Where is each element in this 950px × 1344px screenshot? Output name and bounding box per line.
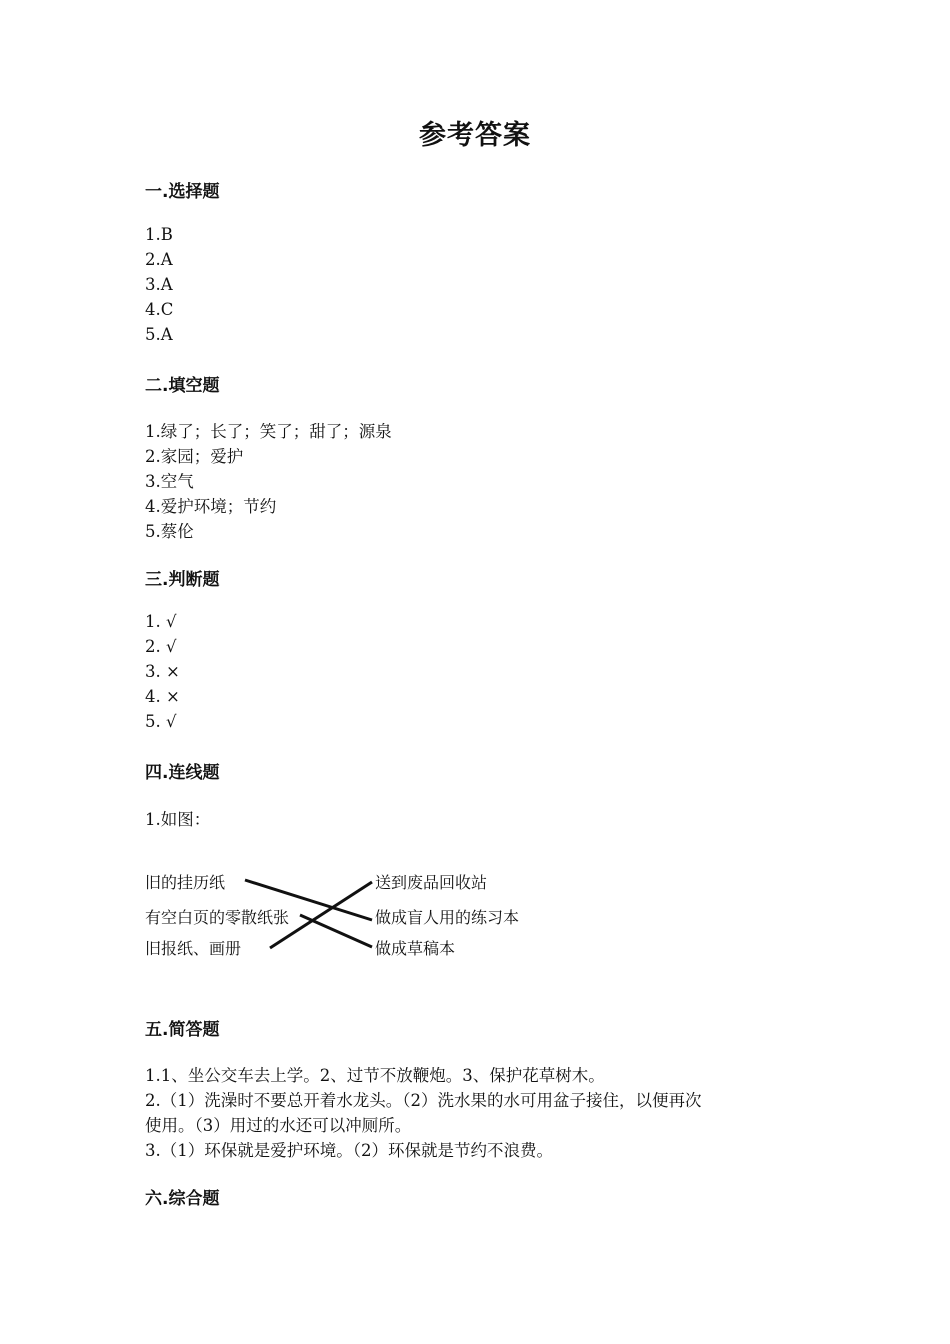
matching-diagram bbox=[140, 858, 540, 968]
answer-line: 5.蔡伦 bbox=[145, 522, 194, 541]
section-heading-fill-blank: 二.填空题 bbox=[145, 376, 220, 396]
left-item: 旧报纸、画册 bbox=[145, 939, 242, 958]
answer-line: 5.A bbox=[145, 325, 173, 344]
answer-line: 1.绿了；长了；笑了；甜了；源泉 bbox=[145, 422, 392, 441]
right-item: 送到废品回收站 bbox=[375, 873, 488, 892]
section-heading-choice: 一.选择题 bbox=[145, 182, 220, 202]
right-item: 做成盲人用的练习本 bbox=[375, 908, 520, 927]
match-line bbox=[245, 880, 372, 920]
answer-line: 2.（1）洗澡时不要总开着水龙头。（2）洗水果的水可用盆子接住，以便再次 bbox=[145, 1091, 702, 1110]
right-item: 做成草稿本 bbox=[375, 939, 456, 958]
answer-line: 4. × bbox=[145, 687, 180, 706]
section-heading-short-answer: 五.简答题 bbox=[145, 1020, 220, 1040]
answer-line: 4.C bbox=[145, 300, 174, 319]
answer-line: 1. √ bbox=[145, 612, 177, 631]
answer-line: 1.B bbox=[145, 225, 173, 244]
left-item: 旧的挂历纸 bbox=[145, 873, 226, 892]
answer-line: 3.空气 bbox=[145, 472, 194, 491]
left-item: 有空白页的零散纸张 bbox=[145, 908, 290, 927]
answer-line: 1.1、坐公交车去上学。2、过节不放鞭炮。3、保护花草树木。 bbox=[145, 1066, 605, 1085]
answer-line: 2.A bbox=[145, 250, 173, 269]
section-heading-matching: 四.连线题 bbox=[145, 763, 220, 783]
answer-line: 2.家园；爱护 bbox=[145, 447, 244, 466]
answer-line: 1.如图： bbox=[145, 810, 211, 829]
answer-line: 5. √ bbox=[145, 712, 177, 731]
matching-lines bbox=[140, 858, 540, 968]
page-title: 参考答案 bbox=[419, 120, 531, 151]
answer-line: 使用。（3）用过的水还可以冲厕所。 bbox=[145, 1116, 412, 1135]
section-heading-judgment: 三.判断题 bbox=[145, 570, 220, 590]
match-line bbox=[300, 915, 372, 947]
answer-line: 2. √ bbox=[145, 637, 177, 656]
answer-line: 4.爱护环境；节约 bbox=[145, 497, 277, 516]
answer-line: 3.（1）环保就是爱护环境。（2）环保就是节约不浪费。 bbox=[145, 1141, 553, 1160]
answer-line: 3. × bbox=[145, 662, 180, 681]
section-heading-comprehensive: 六.综合题 bbox=[145, 1189, 220, 1209]
answer-line: 3.A bbox=[145, 275, 173, 294]
